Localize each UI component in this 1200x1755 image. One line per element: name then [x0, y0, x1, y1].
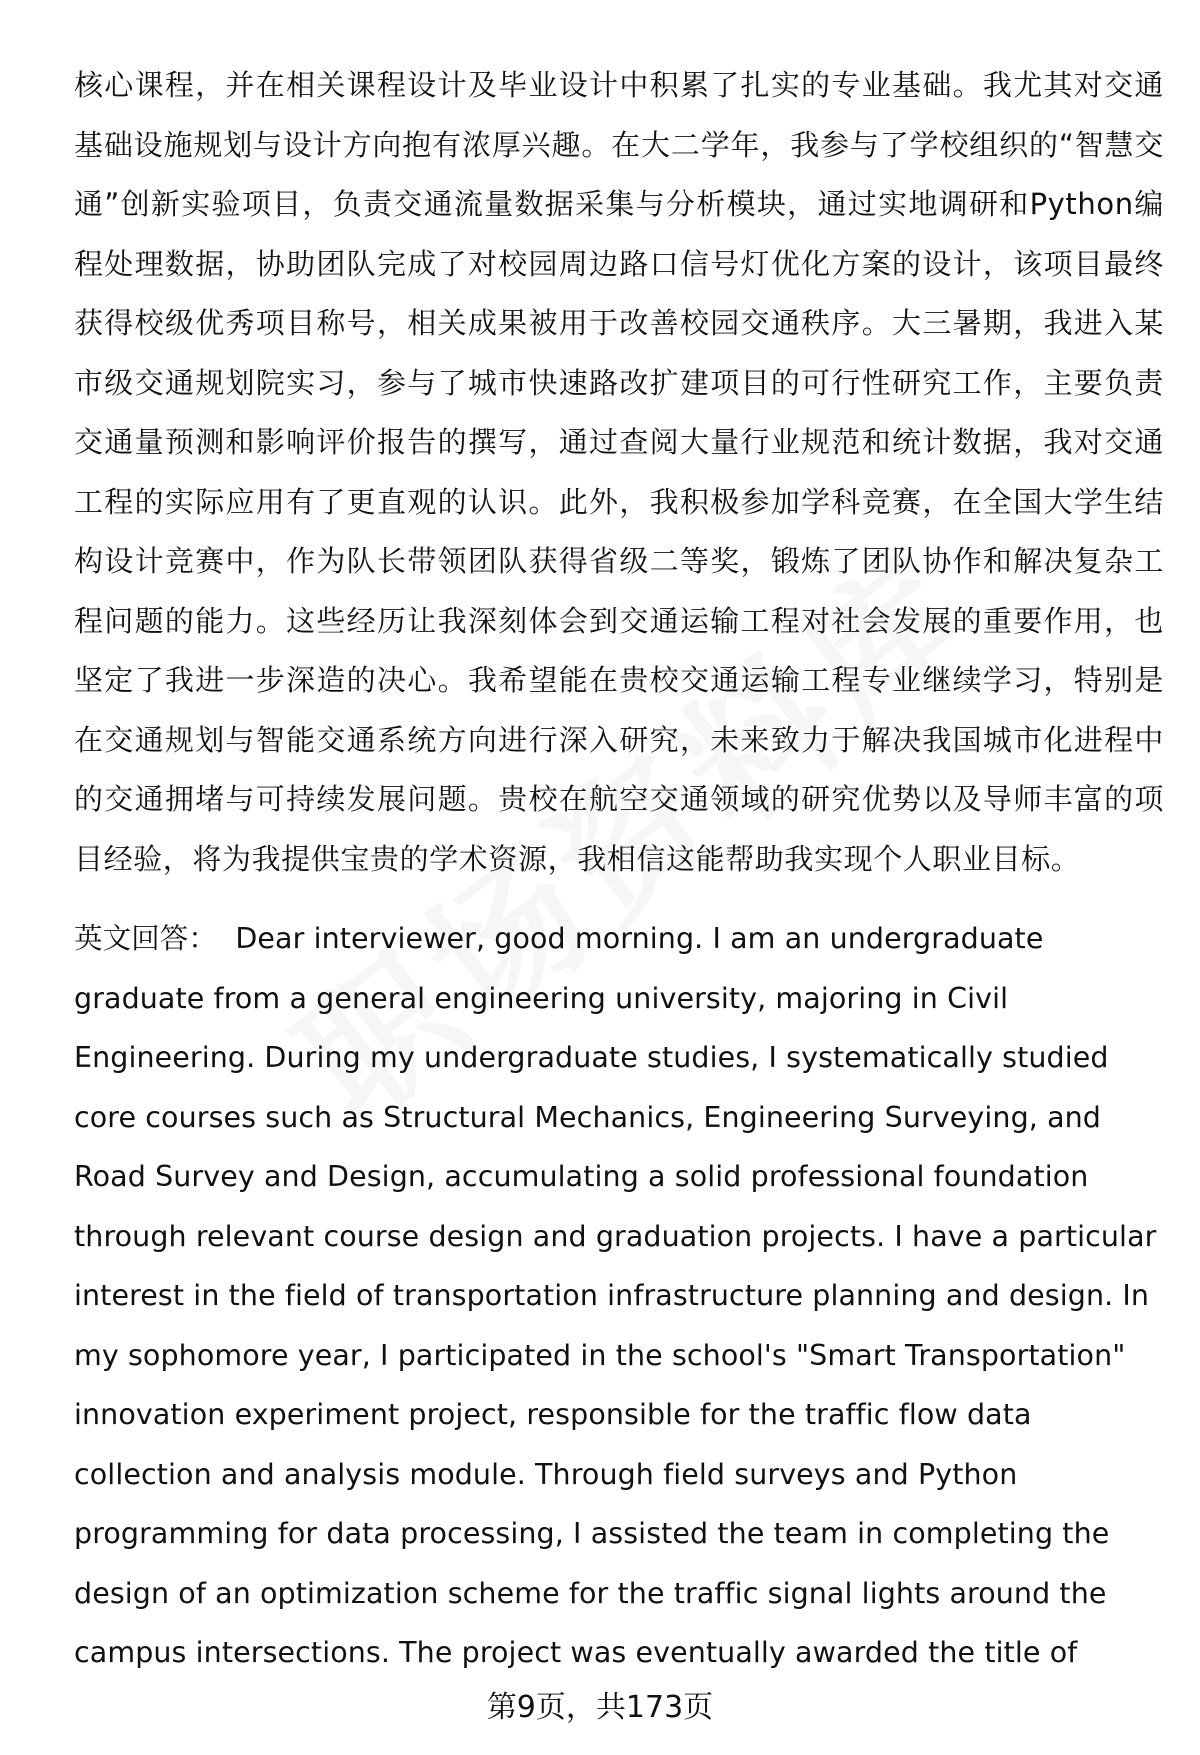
english-answer-paragraph — [74, 909, 1164, 1683]
page-indicator: 第9页，共173页 — [486, 1690, 714, 1725]
english-answer-text: Dear interviewer, good morning. I am an undergraduate graduate from a general engineering university, majoring in Civil Engineering. During my undergraduate studies, I systematically studied core courses such as Structural Mechanics, Engineering Surveying, and Road Survey and Design, accumulating a solid professional foundation through relevant course design and graduation projects. I have a particular interest in the field of transportation infrastructure planning and design. In my sophomore year, I participated in the school's "Smart Transportation" innovation experiment project, responsible for the traffic flow data collection and analysis module. Through field surveys and Python programming for data processing, I assisted the team in completing the design of an optimization scheme for the traffic signal lights around the campus intersections. The project was eventually awarded the title of — [74, 922, 1157, 1669]
english-answer-label: 英文回答： — [74, 922, 218, 955]
document-body — [74, 56, 1164, 1683]
chinese-answer-paragraph: 核心课程，并在相关课程设计及毕业设计中积累了扎实的专业基础。我尤其对交通基础设施规划与设计方向抱有浓厚兴趣。在大二学年，我参与了学校组织的“智慧交通”创新实验项目，负责交通流量数据采集与分析模块，通过实地调研和Python编程处理数据，协助团队完成了对校园周边路口信号灯优化方案的设计，该项目最终获得校级优秀项目称号，相关成果被用于改善校园交通秩序。大三暑期，我进入某市级交通规划院实习，参与了城市快速路改扩建项目的可行性研究工作，主要负责交通量预测和影响评价报告的撰写，通过查阅大量行业规范和统计数据，我对交通工程的实际应用有了更直观的认识。此外，我积极参加学科竞赛，在全国大学生结构设计竞赛中，作为队长带领团队获得省级二等奖，锻炼了团队协作和解决复杂工程问题的能力。这些经历让我深刻体会到交通运输工程对社会发展的重要作用，也坚定了我进一步深造的决心。我希望能在贵校交通运输工程专业继续学习，特别是在交通规划与智能交通系统方向进行深入研究，未来致力于解决我国城市化进程中的交通拥堵与可持续发展问题。贵校在航空交通领域的研究优势以及导师丰富的项目经验，将为我提供宝贵的学术资源，我相信这能帮助我实现个人职业目标。 — [74, 68, 1164, 876]
